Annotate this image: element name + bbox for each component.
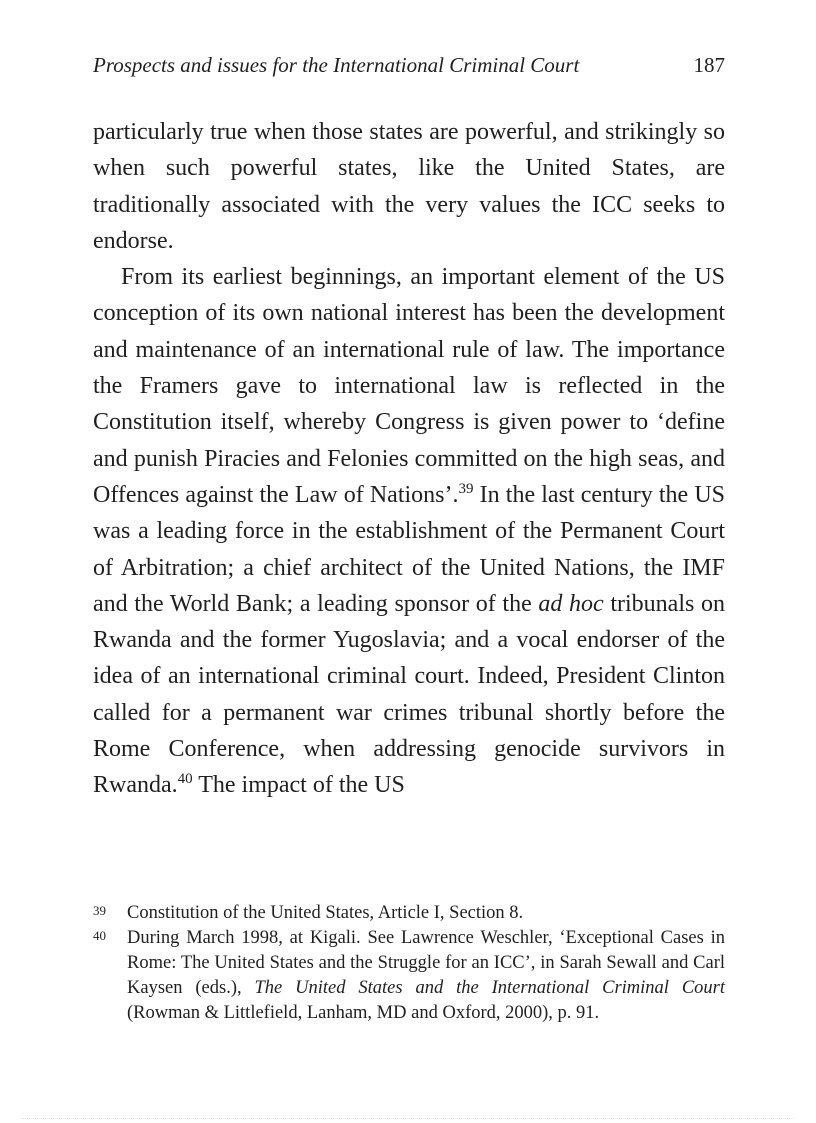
paragraph-2-text-c: tribunals on Rwanda and the former Yugoslavia; and a vocal endorser of the idea of an international criminal court. Indeed, President Clinton called for a permanent war crimes tribunal shortly before the Rome Conference, when addressing genocide survivors in Rwanda.	[93, 590, 725, 799]
footnote-ref-39[interactable]: 39	[458, 480, 474, 497]
footnote-number: 40	[93, 928, 106, 943]
footnote-40	[93, 926, 725, 1026]
footnotes	[93, 901, 725, 1026]
footnote-number: 39	[93, 903, 106, 918]
paragraph-continued	[93, 114, 725, 259]
paragraph-2-italic: ad hoc	[538, 590, 604, 617]
footnote-ref-40[interactable]: 40	[177, 771, 193, 788]
footnote-text-b: (Rowman & Littlefield, Lanham, MD and Oxford, 2000), p. 91.	[127, 1003, 600, 1023]
page-number: 187	[693, 53, 725, 77]
body-text	[93, 114, 725, 804]
paragraph-1-text: particularly true when those states are powerful, and strikingly so when such powerful states, like the United States, are traditionally associated with the very values the ICC seeks to endorse.	[93, 119, 725, 254]
running-head	[93, 50, 725, 80]
paragraph-2-text-b: In the last century the US was a leading force in the establishment of the Permanent Court of Arbitration; a chief architect of the United Nations, the IMF and the World Bank; a leading sponsor of the	[93, 481, 725, 617]
running-title: Prospects and issues for the International Criminal Court	[93, 53, 580, 77]
footnote-39	[93, 901, 725, 926]
paragraph-2-text-a: From its earliest beginnings, an important element of the US conception of its own national interest has been the development and maintenance of an international rule of law. The importance the Framers gave to international law is reflected in the Constitution itself, whereby Congress is given power to ‘define and punish Piracies and Felonies committed on the high seas, and Offences against the Law of Nations’.	[93, 264, 725, 508]
footnote-text: Constitution of the United States, Article I, Section 8.	[127, 903, 524, 923]
book-page	[93, 0, 725, 1123]
paragraph-2	[93, 259, 725, 803]
footnote-book-title: The United States and the International Criminal Court	[254, 978, 725, 998]
footnote-text-a: During March 1998, at Kigali. See Lawrence Weschler, ‘Exceptional Cases in Rome: The United States and the Struggle for an ICC’, in Sarah Sewall and Carl Kaysen (eds.),	[127, 928, 725, 998]
paragraph-2-text-d: The impact of the US	[192, 772, 405, 799]
page-bottom-divider	[22, 1118, 794, 1119]
